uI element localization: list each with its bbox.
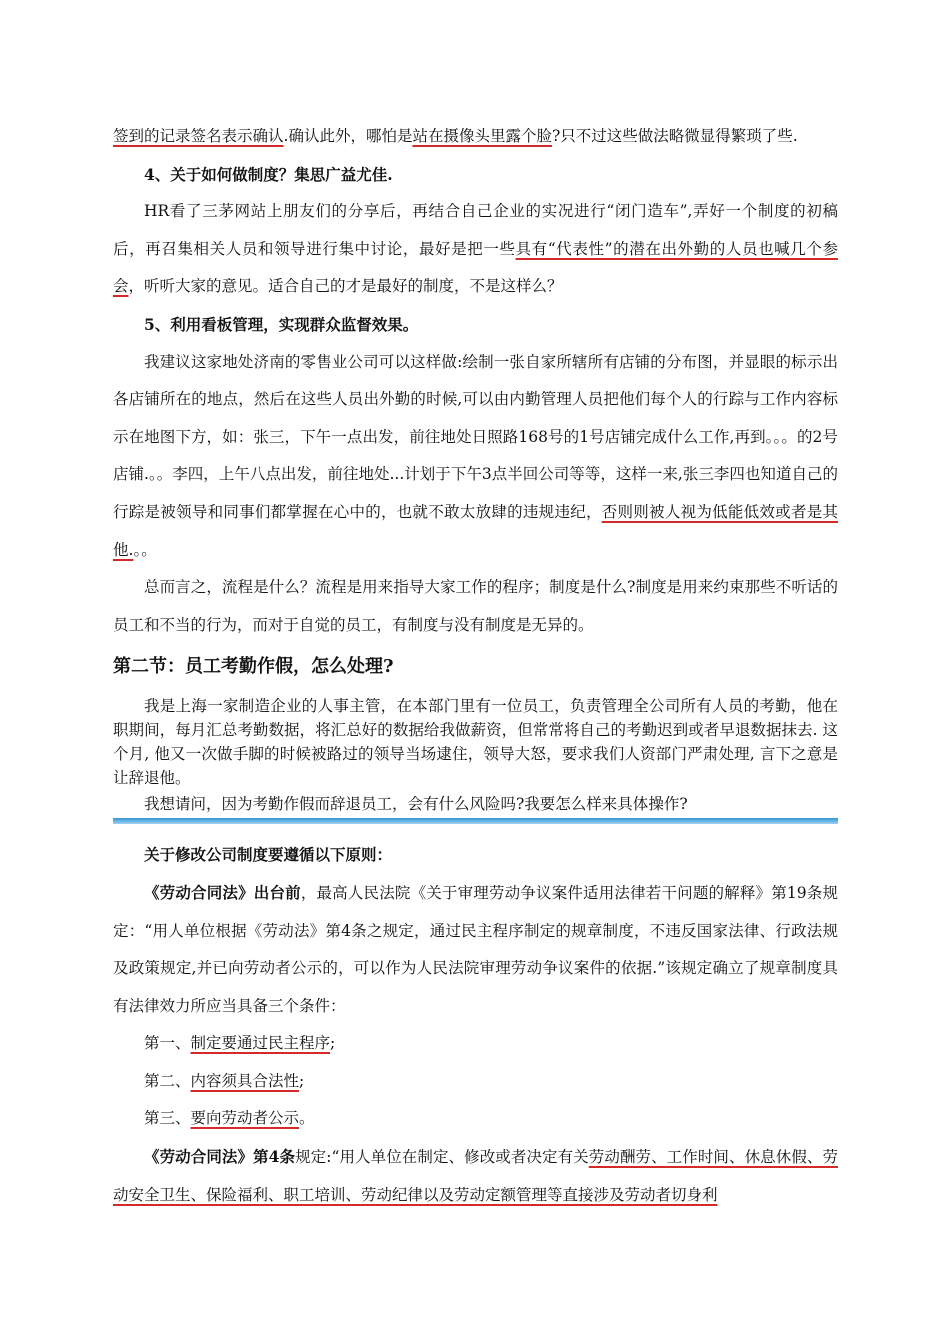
text: 。。 bbox=[133, 540, 157, 559]
condition-3 bbox=[113, 1100, 838, 1138]
underlined-text: 内容须具合法性 bbox=[190, 1071, 300, 1090]
text: ，听听大家的意见。适合自己的才是最好的制度，不是这样么？ bbox=[128, 277, 563, 296]
section2-question-paragraph-2: 我想请问，因为考勤作假而辞退员工，会有什么风险吗?我要怎么样来具体操作? bbox=[144, 795, 688, 814]
underlined-text: 制定要通过民主程序 bbox=[190, 1034, 331, 1053]
principles-paragraph bbox=[113, 874, 838, 1025]
item5-heading: 5、利用看板管理，实现群众监督效果。 bbox=[144, 314, 419, 334]
text: 第二、 bbox=[144, 1071, 191, 1090]
bold-text: 《劳动合同法》第4条 bbox=[144, 1147, 296, 1167]
underlined-text: 站在摄像头里露个脸 bbox=[412, 127, 552, 145]
condition-2 bbox=[113, 1063, 838, 1101]
text: ，最高人民法院《关于审理劳动争议案件适用法律若干问题的解释》第19条规定：“用人单位根据《劳动法》第4条之规定，通过民主程序制定的规章制度，不违反国家法律、行政法规及政策规定,并已向劳动者公示的，可以作为人民法院审理劳动争议案件的依据.”该规定确立了规章制度具有法律效力所应当具备三个条件： bbox=[113, 883, 838, 1015]
principles-heading: 关于修改公司制度要遵循以下原则： bbox=[144, 845, 393, 865]
text: ; bbox=[299, 1071, 305, 1090]
summary-paragraph: 总而言之，流程是什么？流程是用来指导大家工作的程序；制度是什么?制度是用来约束那些不听话的员工和不当的行为，而对于自觉的员工，有制度与没有制度是无异的。 bbox=[113, 578, 838, 634]
text: 第一、 bbox=[144, 1034, 191, 1053]
underlined-text: 劳动酬劳、工作时间、休息休假、劳动安全卫生、保险福利、职工培训、劳动纪律以及劳动定额管理等直接涉及劳动者切身利 bbox=[113, 1148, 838, 1204]
bold-text: 《劳动合同法》出台前 bbox=[144, 882, 301, 902]
text: ?只不过这些做法略微显得繁琐了些. bbox=[551, 127, 798, 145]
condition-1 bbox=[113, 1025, 838, 1063]
document-body bbox=[113, 118, 838, 1214]
item4-paragraph bbox=[113, 193, 838, 306]
text: 规定:“用人单位在制定、修改或者决定有关 bbox=[295, 1148, 589, 1167]
text: HR看了三茅网站上朋友们的分享后，再结合自己企业的实况进行“闭门造车”,弄好一个制度的初稿后，再召集相关人员和领导进行集中讨论，最好是把一些 bbox=[113, 202, 838, 258]
section2-title: 第二节：员工考勤作假，怎么处理? bbox=[113, 656, 394, 678]
underlined-text: 签到的记录签名表示确认 bbox=[113, 127, 284, 145]
blue-divider bbox=[113, 818, 838, 824]
text: ; bbox=[330, 1034, 336, 1053]
item4-heading: 4、关于如何做制度？集思广益尤佳. bbox=[144, 164, 393, 184]
article4-paragraph bbox=[113, 1138, 838, 1214]
text: .确认此外，哪怕是 bbox=[283, 127, 413, 145]
section2-question-paragraph: 我是上海一家制造企业的人事主管，在本部门里有一位员工，负责管理全公司所有人员的考勤，他在职期间，每月汇总考勤数据，将汇总好的数据给我做薪资，但常常将自己的考勤迟到或者早退数据抹去. 这个月, 他又一次做手脚的时候被路过的领导当场逮住，领导大怒，要求我们人资部门严肃处理, 言下之意是让辞退他。 bbox=[113, 697, 838, 788]
underlined-text: 具有“代表性”的潜在出外勤的人员也喊几个参会 bbox=[113, 239, 838, 296]
text: 第三、 bbox=[144, 1109, 191, 1128]
item5-paragraph bbox=[113, 344, 838, 570]
underlined-text: 要向劳动者公示 bbox=[190, 1109, 300, 1128]
paragraph-top bbox=[113, 118, 838, 156]
underlined-text: 否则则被人视为低能低效或者是其他. bbox=[113, 502, 838, 559]
text: 我建议这家地处济南的零售业公司可以这样做:绘制一张自家所辖所有店铺的分布图，并显眼的标示出各店铺所在的地点，然后在这些人员出外勤的时候,可以由内勤管理人员把他们每个人的行踪与工作内容标示在地图下方，如：张三，下午一点出发，前往地处日照路168号的1号店铺完成什么工作,再到。。。的2号店铺.。。李四，上午八点出发，前往地处...计划于下午3点半回公司等等，这样一来,张三李四也知道自己的行踪是被领导和同事们都掌握在心中的，也就不敢太放肆的违规违纪， bbox=[113, 352, 838, 521]
text: 。 bbox=[299, 1109, 315, 1128]
